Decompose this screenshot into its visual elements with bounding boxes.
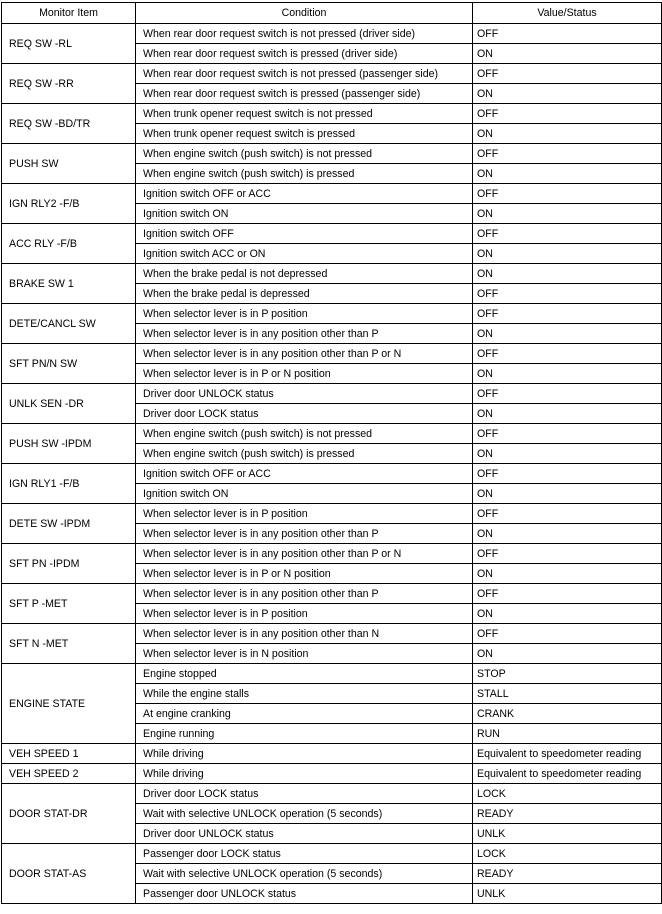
monitor-item-cell: ACC RLY -F/B bbox=[2, 224, 136, 264]
monitor-item-cell: DOOR STAT-DR bbox=[2, 784, 136, 844]
condition-cell: Driver door UNLOCK status bbox=[136, 824, 473, 844]
condition-cell: When selector lever is in P position bbox=[136, 304, 473, 324]
value-status-cell: OFF bbox=[473, 544, 662, 564]
condition-cell: When selector lever is in P or N position bbox=[136, 564, 473, 584]
table-row bbox=[2, 784, 662, 804]
monitor-item-cell: SFT N -MET bbox=[2, 624, 136, 664]
monitor-item-cell: REQ SW -BD/TR bbox=[2, 104, 136, 144]
table-row bbox=[2, 264, 662, 284]
condition-cell: When selector lever is in any position other than P or N bbox=[136, 544, 473, 564]
value-status-cell: STOP bbox=[473, 664, 662, 684]
table-row bbox=[2, 144, 662, 164]
monitor-item-cell: DOOR STAT-AS bbox=[2, 844, 136, 904]
condition-cell: When rear door request switch is pressed (driver side) bbox=[136, 44, 473, 64]
monitor-item-cell: DETE/CANCL SW bbox=[2, 304, 136, 344]
value-status-cell: Equivalent to speedometer reading bbox=[473, 764, 662, 784]
condition-cell: Engine running bbox=[136, 724, 473, 744]
value-status-cell: OFF bbox=[473, 384, 662, 404]
condition-cell: Driver door LOCK status bbox=[136, 784, 473, 804]
monitor-item-cell: SFT PN/N SW bbox=[2, 344, 136, 384]
monitor-item-cell: SFT PN -IPDM bbox=[2, 544, 136, 584]
value-status-cell: OFF bbox=[473, 144, 662, 164]
condition-cell: When rear door request switch is pressed (passenger side) bbox=[136, 84, 473, 104]
value-status-cell: UNLK bbox=[473, 824, 662, 844]
value-status-cell: ON bbox=[473, 644, 662, 664]
monitor-item-cell: REQ SW -RL bbox=[2, 24, 136, 64]
value-status-cell: OFF bbox=[473, 224, 662, 244]
monitor-item-cell: IGN RLY2 -F/B bbox=[2, 184, 136, 224]
condition-cell: When engine switch (push switch) is pressed bbox=[136, 164, 473, 184]
value-status-cell: OFF bbox=[473, 64, 662, 84]
table-row bbox=[2, 844, 662, 864]
value-status-cell: ON bbox=[473, 444, 662, 464]
value-status-cell: OFF bbox=[473, 344, 662, 364]
table-row bbox=[2, 764, 662, 784]
monitor-item-cell: REQ SW -RR bbox=[2, 64, 136, 104]
monitor-item-cell: BRAKE SW 1 bbox=[2, 264, 136, 304]
monitor-item-cell: PUSH SW bbox=[2, 144, 136, 184]
condition-cell: Ignition switch ON bbox=[136, 204, 473, 224]
condition-cell: When selector lever is in P or N position bbox=[136, 364, 473, 384]
value-status-cell: ON bbox=[473, 404, 662, 424]
condition-cell: Driver door UNLOCK status bbox=[136, 384, 473, 404]
value-status-cell: OFF bbox=[473, 504, 662, 524]
monitor-item-cell: DETE SW -IPDM bbox=[2, 504, 136, 544]
value-status-cell: OFF bbox=[473, 304, 662, 324]
condition-cell: When the brake pedal is depressed bbox=[136, 284, 473, 304]
table-row bbox=[2, 584, 662, 604]
value-status-cell: READY bbox=[473, 864, 662, 884]
value-status-cell: ON bbox=[473, 44, 662, 64]
value-status-cell: ON bbox=[473, 84, 662, 104]
condition-cell: At engine cranking bbox=[136, 704, 473, 724]
condition-cell: Driver door LOCK status bbox=[136, 404, 473, 424]
monitor-item-cell: VEH SPEED 2 bbox=[2, 764, 136, 784]
monitor-item-cell: SFT P -MET bbox=[2, 584, 136, 624]
value-status-cell: ON bbox=[473, 204, 662, 224]
condition-cell: Passenger door LOCK status bbox=[136, 844, 473, 864]
value-status-cell: OFF bbox=[473, 624, 662, 644]
value-status-cell: LOCK bbox=[473, 784, 662, 804]
header-condition: Condition bbox=[136, 3, 473, 24]
value-status-cell: ON bbox=[473, 164, 662, 184]
table-header bbox=[2, 3, 662, 24]
value-status-cell: ON bbox=[473, 264, 662, 284]
table-row bbox=[2, 624, 662, 644]
value-status-cell: OFF bbox=[473, 284, 662, 304]
condition-cell: When engine switch (push switch) is not pressed bbox=[136, 424, 473, 444]
table-row bbox=[2, 744, 662, 764]
condition-cell: When engine switch (push switch) is not pressed bbox=[136, 144, 473, 164]
condition-cell: When selector lever is in P position bbox=[136, 604, 473, 624]
table-body bbox=[2, 24, 662, 904]
value-status-cell: ON bbox=[473, 364, 662, 384]
value-status-cell: OFF bbox=[473, 104, 662, 124]
condition-cell: Wait with selective UNLOCK operation (5 seconds) bbox=[136, 864, 473, 884]
condition-cell: When selector lever is in any position other than N bbox=[136, 624, 473, 644]
value-status-cell: OFF bbox=[473, 24, 662, 44]
monitor-item-cell: ENGINE STATE bbox=[2, 664, 136, 744]
table-row bbox=[2, 464, 662, 484]
value-status-cell: OFF bbox=[473, 424, 662, 444]
value-status-cell: ON bbox=[473, 484, 662, 504]
value-status-cell: ON bbox=[473, 124, 662, 144]
value-status-cell: RUN bbox=[473, 724, 662, 744]
value-status-cell: ON bbox=[473, 524, 662, 544]
condition-cell: Ignition switch ACC or ON bbox=[136, 244, 473, 264]
condition-cell: Ignition switch ON bbox=[136, 484, 473, 504]
condition-cell: While driving bbox=[136, 744, 473, 764]
table-row bbox=[2, 24, 662, 44]
condition-cell: When selector lever is in any position other than P or N bbox=[136, 344, 473, 364]
table-row bbox=[2, 504, 662, 524]
value-status-cell: ON bbox=[473, 324, 662, 344]
table-row bbox=[2, 344, 662, 364]
value-status-cell: READY bbox=[473, 804, 662, 824]
condition-cell: When selector lever is in any position other than P bbox=[136, 584, 473, 604]
table-row bbox=[2, 424, 662, 444]
condition-cell: When the brake pedal is not depressed bbox=[136, 264, 473, 284]
condition-cell: When trunk opener request switch is not pressed bbox=[136, 104, 473, 124]
monitor-item-cell: PUSH SW -IPDM bbox=[2, 424, 136, 464]
condition-cell: Wait with selective UNLOCK operation (5 seconds) bbox=[136, 804, 473, 824]
condition-cell: When selector lever is in N position bbox=[136, 644, 473, 664]
condition-cell: When rear door request switch is not pressed (driver side) bbox=[136, 24, 473, 44]
monitor-item-table bbox=[1, 2, 662, 904]
value-status-cell: ON bbox=[473, 244, 662, 264]
condition-cell: When selector lever is in any position other than P bbox=[136, 524, 473, 544]
table-row bbox=[2, 184, 662, 204]
value-status-cell: Equivalent to speedometer reading bbox=[473, 744, 662, 764]
table-row bbox=[2, 104, 662, 124]
condition-cell: Passenger door UNLOCK status bbox=[136, 884, 473, 904]
value-status-cell: ON bbox=[473, 564, 662, 584]
condition-cell: Ignition switch OFF or ACC bbox=[136, 464, 473, 484]
value-status-cell: UNLK bbox=[473, 884, 662, 904]
condition-cell: When selector lever is in P position bbox=[136, 504, 473, 524]
value-status-cell: OFF bbox=[473, 584, 662, 604]
condition-cell: When rear door request switch is not pressed (passenger side) bbox=[136, 64, 473, 84]
monitor-item-cell: VEH SPEED 1 bbox=[2, 744, 136, 764]
value-status-cell: CRANK bbox=[473, 704, 662, 724]
monitor-item-cell: UNLK SEN -DR bbox=[2, 384, 136, 424]
value-status-cell: ON bbox=[473, 604, 662, 624]
header-row bbox=[2, 3, 662, 24]
condition-cell: While driving bbox=[136, 764, 473, 784]
table-row bbox=[2, 304, 662, 324]
table-row bbox=[2, 224, 662, 244]
table-row bbox=[2, 384, 662, 404]
condition-cell: Ignition switch OFF or ACC bbox=[136, 184, 473, 204]
header-value-status: Value/Status bbox=[473, 3, 662, 24]
monitor-item-cell: IGN RLY1 -F/B bbox=[2, 464, 136, 504]
table-row bbox=[2, 664, 662, 684]
value-status-cell: OFF bbox=[473, 464, 662, 484]
table-row bbox=[2, 64, 662, 84]
table-row bbox=[2, 544, 662, 564]
header-monitor-item: Monitor Item bbox=[2, 3, 136, 24]
condition-cell: When selector lever is in any position other than P bbox=[136, 324, 473, 344]
value-status-cell: OFF bbox=[473, 184, 662, 204]
condition-cell: When trunk opener request switch is pressed bbox=[136, 124, 473, 144]
condition-cell: When engine switch (push switch) is pressed bbox=[136, 444, 473, 464]
value-status-cell: STALL bbox=[473, 684, 662, 704]
condition-cell: Ignition switch OFF bbox=[136, 224, 473, 244]
condition-cell: While the engine stalls bbox=[136, 684, 473, 704]
condition-cell: Engine stopped bbox=[136, 664, 473, 684]
value-status-cell: LOCK bbox=[473, 844, 662, 864]
